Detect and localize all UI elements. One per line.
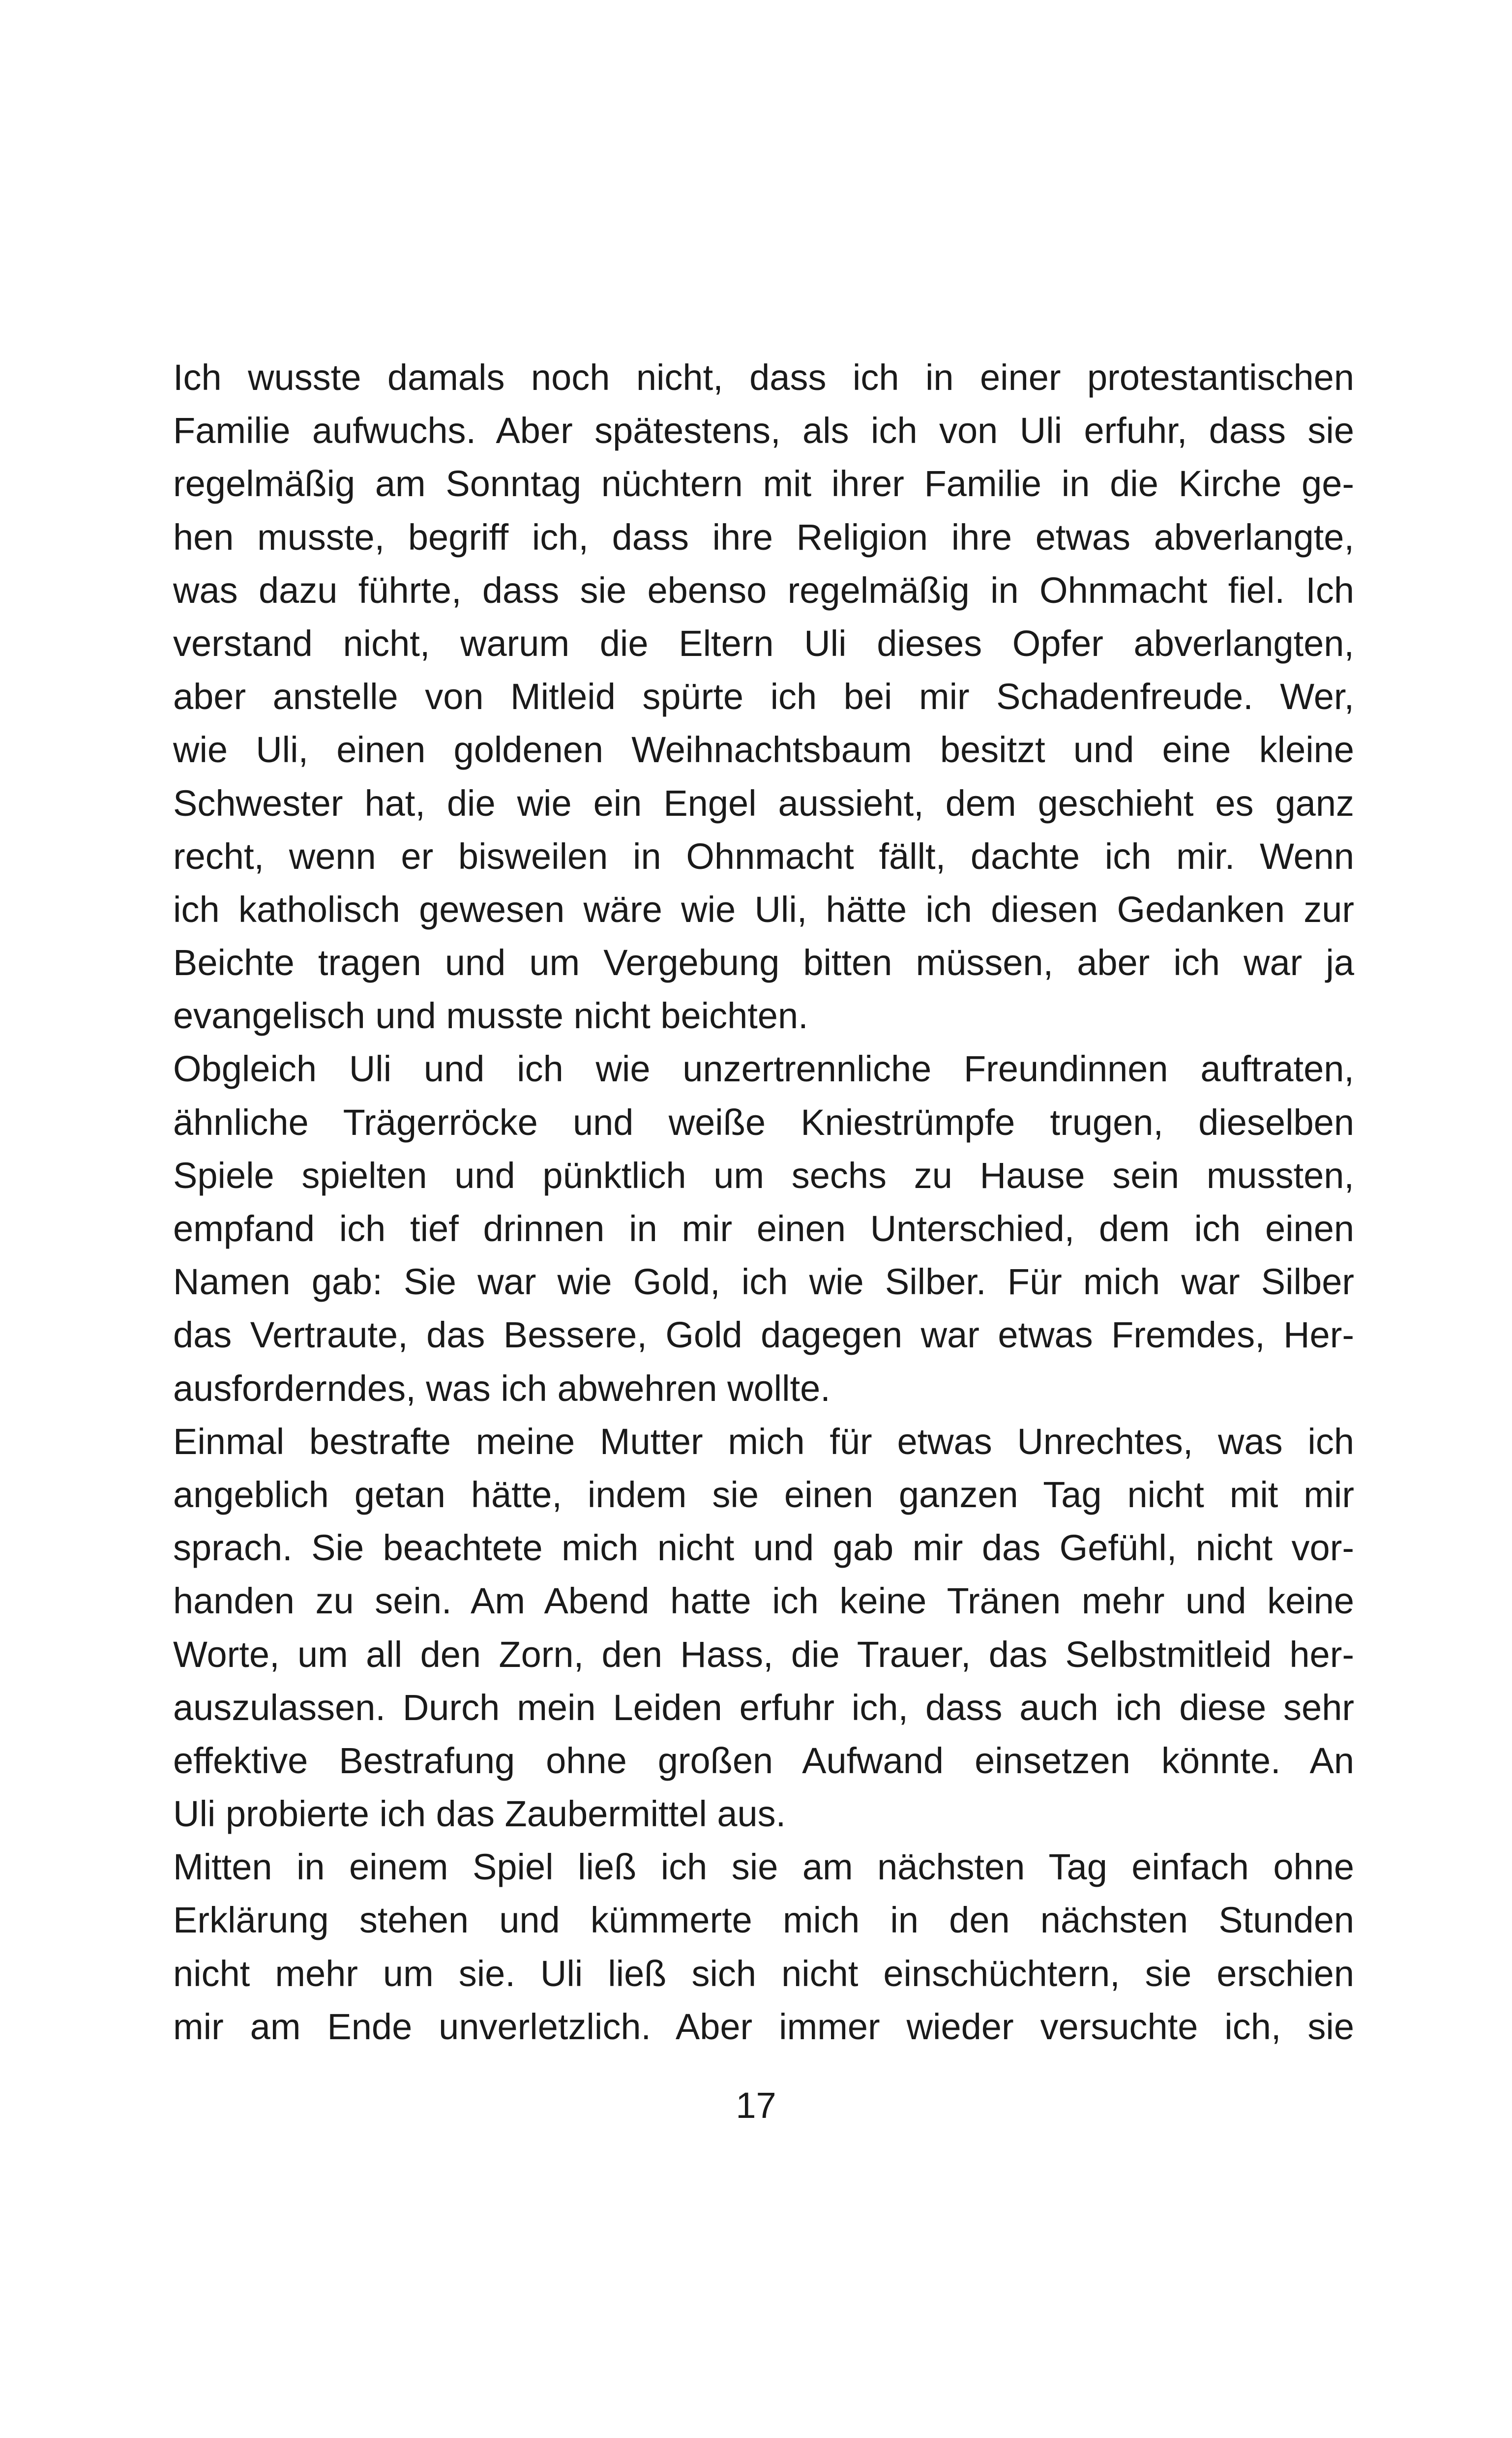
text-line: Mitten in einem Spiel ließ ich sie am nächsten Tag einfach ohne: [173, 1846, 1354, 1888]
text-line: Familie aufwuchs. Aber spätestens, als ich von Uli erfuhr, dass sie: [173, 410, 1354, 451]
text-line: Uli probierte ich das Zaubermittel aus.: [173, 1793, 786, 1835]
text-line: Einmal bestrafte meine Mutter mich für etwas Unrechtes, was ich: [173, 1421, 1354, 1462]
text-line: nicht mehr um sie. Uli ließ sich nicht einschüchtern, sie erschien: [173, 1953, 1354, 1994]
text-line: Namen gab: Sie war wie Gold, ich wie Silber. Für mich war Silber: [173, 1261, 1354, 1303]
text-line: Ich wusste damals noch nicht, dass ich in einer protestantischen: [173, 357, 1354, 398]
text-line: ausforderndes, was ich abwehren wollte.: [173, 1368, 830, 1409]
text-line: Schwester hat, die wie ein Engel aussieht, dem geschieht es ganz: [173, 782, 1354, 824]
body-text: [173, 351, 1354, 2053]
text-line: hen musste, begriff ich, dass ihre Religion ihre etwas abverlangte,: [173, 516, 1354, 558]
paragraph: [173, 1042, 1354, 1415]
text-line: empfand ich tief drinnen in mir einen Unterschied, dem ich einen: [173, 1208, 1354, 1249]
text-line: wie Uli, einen goldenen Weihnachtsbaum besitzt und eine kleine: [173, 729, 1354, 771]
text-line: mir am Ende unverletzlich. Aber immer wieder versuchte ich, sie: [173, 2006, 1354, 2047]
text-line: was dazu führte, dass sie ebenso regelmäßig in Ohnmacht fiel. Ich: [173, 569, 1354, 611]
text-line: Erklärung stehen und kümmerte mich in den nächsten Stunden: [173, 1900, 1354, 1941]
text-line: das Vertraute, das Bessere, Gold dagegen war etwas Fremdes, Her-: [173, 1314, 1354, 1356]
text-line: auszulassen. Durch mein Leiden erfuhr ich, dass auch ich diese sehr: [173, 1687, 1354, 1728]
page-number: 17: [736, 2085, 776, 2126]
text-line: evangelisch und musste nicht beichten.: [173, 995, 808, 1037]
text-line: Obgleich Uli und ich wie unzertrennliche Freundinnen auftraten,: [173, 1048, 1354, 1090]
text-line: aber anstelle von Mitleid spürte ich bei mir Schadenfreude. Wer,: [173, 676, 1354, 717]
text-line: effektive Bestrafung ohne großen Aufwand einsetzen könnte. An: [173, 1740, 1354, 1781]
text-line: ähnliche Trägerröcke und weiße Kniestrümpfe trugen, dieselben: [173, 1101, 1354, 1143]
paragraph: [173, 1841, 1354, 2053]
text-line: regelmäßig am Sonntag nüchtern mit ihrer Familie in die Kirche ge-: [173, 463, 1354, 505]
text-line: Beichte tragen und um Vergebung bitten müssen, aber ich war ja: [173, 942, 1354, 983]
text-line: recht, wenn er bisweilen in Ohnmacht fällt, dachte ich mir. Wenn: [173, 835, 1354, 877]
text-line: verstand nicht, warum die Eltern Uli dieses Opfer abverlangten,: [173, 623, 1354, 664]
text-line: Spiele spielten und pünktlich um sechs zu Hause sein mussten,: [173, 1155, 1354, 1196]
text-line: Worte, um all den Zorn, den Hass, die Trauer, das Selbstmitleid her-: [173, 1634, 1354, 1675]
text-line: ich katholisch gewesen wäre wie Uli, hätte ich diesen Gedanken zur: [173, 889, 1354, 930]
text-line: sprach. Sie beachtete mich nicht und gab mir das Gefühl, nicht vor-: [173, 1527, 1354, 1569]
paragraph: [173, 351, 1354, 1042]
paragraph: [173, 1415, 1354, 1841]
text-line: handen zu sein. Am Abend hatte ich keine Tränen mehr und keine: [173, 1580, 1354, 1622]
text-line: angeblich getan hätte, indem sie einen ganzen Tag nicht mit mir: [173, 1474, 1354, 1515]
